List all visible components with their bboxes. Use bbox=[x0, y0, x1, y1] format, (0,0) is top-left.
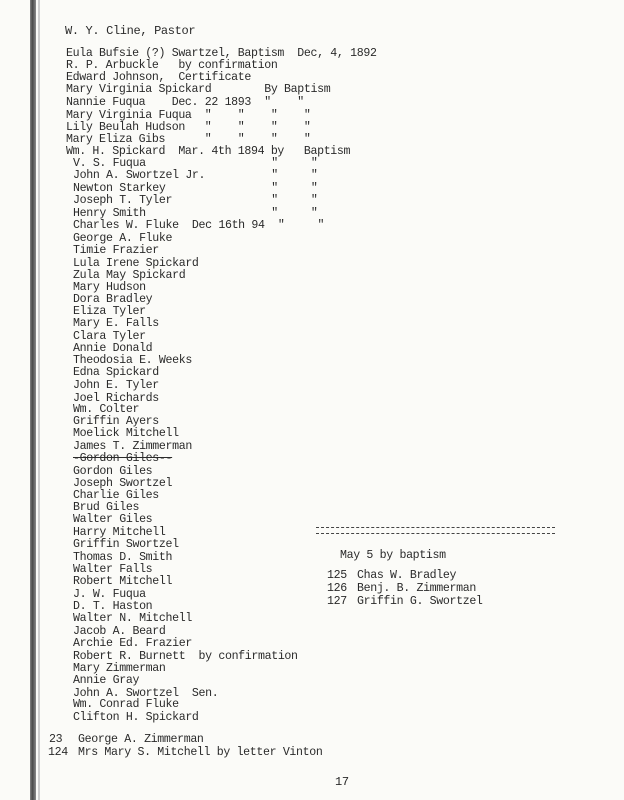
member-entry: Archie Ed. Frazier bbox=[73, 637, 192, 650]
member-entry: Mrs Mary S. Mitchell by letter Vinton bbox=[78, 746, 323, 759]
member-entry: V. S. Fuqua " " bbox=[73, 157, 318, 170]
member-entry: Moelick Mitchell bbox=[73, 427, 179, 440]
member-entry: Chas W. Bradley bbox=[357, 569, 457, 582]
member-entry: Mary Hudson bbox=[73, 281, 146, 294]
member-entry: Dora Bradley bbox=[73, 293, 153, 306]
member-entry: Griffin Swortzel bbox=[73, 538, 179, 551]
member-entry: Thomas D. Smith bbox=[73, 551, 173, 564]
entry-number: 126 bbox=[327, 582, 347, 595]
member-entry: Jacob A. Beard bbox=[73, 625, 166, 638]
member-entry: Robert R. Burnett by confirmation bbox=[73, 650, 298, 663]
member-entry: Clara Tyler bbox=[73, 330, 146, 343]
member-entry: R. P. Arbuckle by confirmation bbox=[66, 59, 278, 72]
member-entry: Timie Frazier bbox=[73, 244, 159, 257]
page-binding-edge bbox=[30, 0, 36, 800]
member-entry: Griffin Ayers bbox=[73, 415, 159, 428]
member-entry: Clifton H. Spickard bbox=[73, 711, 199, 724]
member-entry: Harry Mitchell bbox=[73, 526, 166, 539]
member-entry: Walter N. Mitchell bbox=[73, 612, 192, 625]
member-entry: Mary Virginia Spickard By Baptism bbox=[66, 83, 331, 96]
member-entry: Lily Beulah Hudson " " " " bbox=[66, 121, 311, 134]
member-entry: Wm. Conrad Fluke bbox=[73, 698, 179, 711]
member-entry: Brud Giles bbox=[73, 501, 140, 514]
member-entry: -Gordon Giles-- bbox=[73, 452, 173, 465]
member-entry: Joseph T. Tyler " " bbox=[73, 194, 318, 207]
member-entry: Joseph Swortzel bbox=[73, 477, 173, 490]
member-entry: Eliza Tyler bbox=[73, 305, 146, 318]
member-entry: John A. Swortzel Jr. " " bbox=[73, 169, 318, 182]
member-entry: Mary Eliza Gibs " " " " bbox=[66, 133, 311, 146]
page-number: 17 bbox=[335, 775, 349, 789]
member-entry: Henry Smith " " bbox=[73, 207, 318, 220]
member-entry: Charlie Giles bbox=[73, 489, 159, 502]
member-entry: J. W. Fuqua bbox=[73, 588, 146, 601]
member-entry: George A. Fluke bbox=[73, 232, 173, 245]
member-entry: D. T. Haston bbox=[73, 600, 153, 613]
entry-number: 23 bbox=[49, 733, 63, 746]
entry-number: 124 bbox=[48, 746, 68, 759]
member-entry: Joel Richards bbox=[73, 392, 159, 405]
member-entry: Theodosia E. Weeks bbox=[73, 354, 192, 367]
member-entry: John E. Tyler bbox=[73, 379, 159, 392]
member-entry: George A. Zimmerman bbox=[78, 733, 204, 746]
member-entry: Mary Virginia Fuqua " " " " bbox=[66, 109, 311, 122]
member-entry: Nannie Fuqua Dec. 22 1893 " " bbox=[66, 96, 304, 109]
member-entry: Mary E. Falls bbox=[73, 317, 159, 330]
member-entry: Wm. Colter bbox=[73, 403, 140, 416]
pastor-header: W. Y. Cline, Pastor bbox=[65, 24, 196, 38]
member-entry: Edna Spickard bbox=[73, 366, 159, 379]
member-entry: Lula Irene Spickard bbox=[73, 257, 199, 270]
member-entry: Newton Starkey " " bbox=[73, 182, 318, 195]
member-entry: Walter Giles bbox=[73, 513, 153, 526]
entry-number: 125 bbox=[327, 569, 347, 582]
member-entry: Annie Gray bbox=[73, 674, 140, 687]
member-entry: Benj. B. Zimmerman bbox=[357, 582, 476, 595]
member-entry: John A. Swortzel Sen. bbox=[73, 687, 219, 700]
member-entry: Walter Falls bbox=[73, 563, 153, 576]
member-entry: Annie Donald bbox=[73, 342, 153, 355]
page-binding-shadow bbox=[38, 0, 40, 800]
member-entry: James T. Zimmerman bbox=[73, 440, 192, 453]
baptism-heading: May 5 by baptism bbox=[340, 549, 446, 562]
member-entry: Robert Mitchell bbox=[73, 575, 173, 588]
member-entry: Eula Bufsie (?) Swartzel, Baptism Dec, 4, 1892 bbox=[66, 47, 377, 60]
member-entry: Edward Johnson, Certificate bbox=[66, 71, 252, 84]
member-entry: Griffin G. Swortzel bbox=[357, 595, 483, 608]
member-entry: Charles W. Fluke Dec 16th 94 " " bbox=[73, 219, 325, 232]
member-entry: Mary Zimmerman bbox=[73, 662, 166, 675]
member-entry: Wm. H. Spickard Mar. 4th 1894 by Baptism bbox=[66, 145, 351, 158]
member-entry: Zula May Spickard bbox=[73, 269, 186, 282]
divider-rule bbox=[316, 527, 555, 534]
member-entry: Gordon Giles bbox=[73, 465, 153, 478]
entry-number: 127 bbox=[327, 595, 347, 608]
